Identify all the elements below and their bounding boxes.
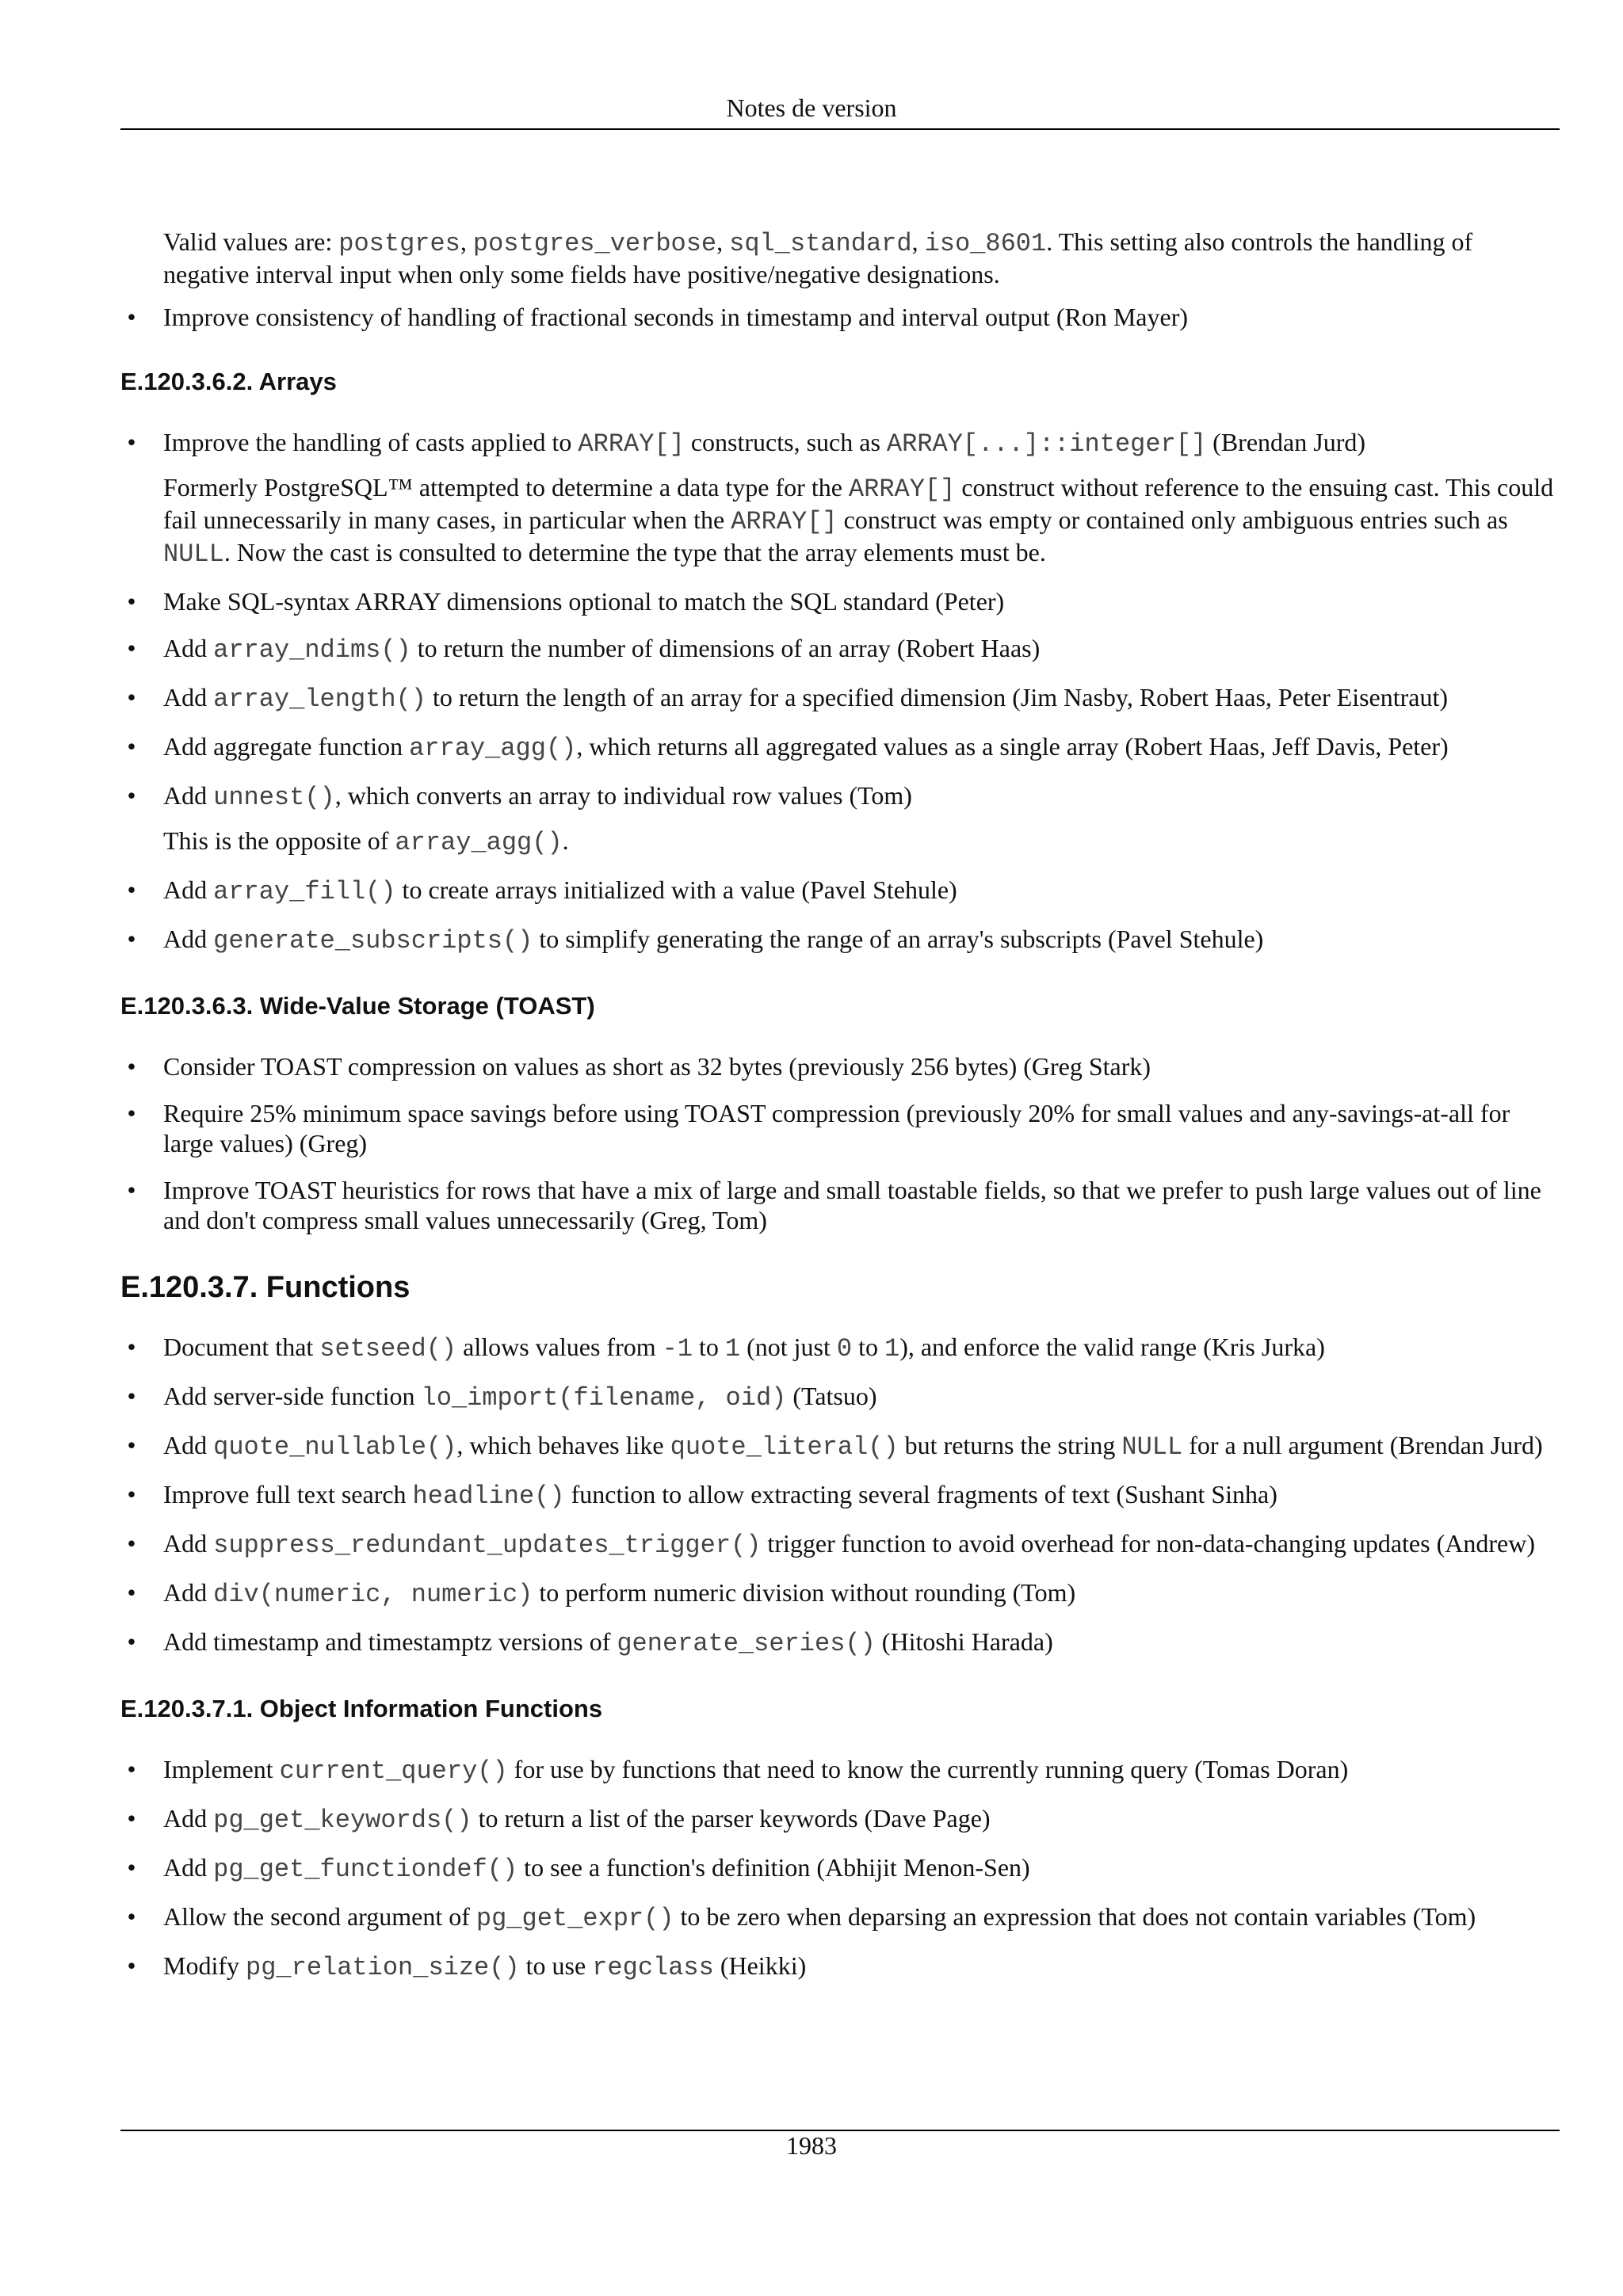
page-content — [120, 227, 1563, 2000]
list-item-text: Add server-side function lo_import(filename, oid) (Tatsuo) — [163, 1382, 877, 1413]
list-item-text: Document that setseed() allows values from -1 to 1 (not just 0 to 1), and enforce the valid range (Kris Jurka) — [163, 1333, 1325, 1363]
list-item — [127, 633, 1563, 666]
list-item-text: Implement current_query() for use by functions that need to know the currently running query (Tomas Doran) — [163, 1755, 1349, 1786]
inline-code: NULL — [163, 540, 224, 569]
list-item — [127, 875, 1563, 907]
list-item-text: Require 25% minimum space savings before using TOAST compression (previously 20% for small values and any-savings-at-all for large values) (Greg) — [163, 1099, 1510, 1158]
section-heading: E.120.3.7.1. Object Information Functions — [120, 1695, 603, 1722]
list-item — [127, 302, 1563, 332]
list-item — [127, 682, 1563, 715]
inline-code: ARRAY[] — [731, 507, 838, 536]
list-item-text: Add array_ndims() to return the number of dimensions of an array (Robert Haas) — [163, 634, 1041, 665]
bullet-icon: • — [127, 1099, 136, 1127]
list-item-text: Improve full text search headline() function to allow extracting several fragments of text (Sushant Sinha) — [163, 1480, 1277, 1511]
list-item-text: Add pg_get_keywords() to return a list of the parser keywords (Dave Page) — [163, 1804, 991, 1835]
list-item-text: Add suppress_redundant_updates_trigger() trigger function to avoid overhead for non-data-changing updates (Andrew) — [163, 1529, 1535, 1560]
section-heading: E.120.3.7. Functions — [120, 1271, 411, 1304]
list-item — [127, 1528, 1563, 1561]
list-item — [127, 1430, 1563, 1463]
inline-code: sql_standard — [729, 229, 912, 258]
list-item-text: Add array_fill() to create arrays initialized with a value (Pavel Stehule) — [163, 875, 957, 906]
section-heading: E.120.3.6.2. Arrays — [120, 368, 337, 395]
bullet-icon: • — [127, 781, 136, 810]
list-item — [127, 1381, 1563, 1413]
list-item-text: Add array_length() to return the length of an array for a specified dimension (Jim Nasby, Robert Haas, Peter Eisentraut) — [163, 683, 1449, 714]
list-item — [127, 1175, 1563, 1235]
list-item — [127, 731, 1563, 764]
inline-code: 0 — [836, 1334, 853, 1363]
list-item-text: Allow the second argument of pg_get_expr() to be zero when deparsing an expression that does not contain variables (Tom) — [163, 1902, 1476, 1933]
bullet-icon: • — [127, 1951, 136, 1980]
inline-code: quote_nullable() — [213, 1432, 457, 1462]
inline-code: headline() — [412, 1482, 565, 1511]
list-item — [127, 1577, 1563, 1610]
inline-code: pg_get_expr() — [475, 1904, 674, 1933]
inline-code: postgres — [338, 229, 460, 258]
running-header: Notes de version — [726, 93, 897, 122]
list-item — [127, 780, 1563, 858]
bullet-icon: • — [127, 1052, 136, 1081]
bullet-icon: • — [127, 1333, 136, 1361]
list-item-text: Consider TOAST compression on values as short as 32 bytes (previously 256 bytes) (Greg Stark) — [163, 1052, 1151, 1081]
bullet-icon: • — [127, 1804, 136, 1833]
list-item-text: Add unnest(), which converts an array to individual row values (Tom) — [163, 781, 912, 812]
inline-code: div(numeric, numeric) — [213, 1580, 533, 1609]
bullet-icon: • — [127, 683, 136, 711]
inline-code: array_agg() — [395, 828, 563, 857]
bullet-icon: • — [127, 1755, 136, 1783]
list-item — [127, 1803, 1563, 1836]
list-item-text: Add timestamp and timestamptz versions of generate_series() (Hitoshi Harada) — [163, 1627, 1053, 1658]
bullet-icon: • — [127, 428, 136, 456]
bullet-icon: • — [127, 1176, 136, 1204]
list-item-text: Add pg_get_functiondef() to see a function's definition (Abhijit Menon-Sen) — [163, 1853, 1030, 1884]
bullet-icon: • — [127, 1853, 136, 1882]
list-item — [127, 1098, 1563, 1158]
bullet-icon: • — [127, 1382, 136, 1410]
inline-code: array_ndims() — [213, 635, 411, 665]
inline-code: 1 — [724, 1334, 741, 1363]
list-item — [127, 1332, 1563, 1364]
list-item — [127, 427, 1563, 570]
list-item — [127, 1479, 1563, 1512]
list-item-text: Improve consistency of handling of fractional seconds in timestamp and interval output (Ron Mayer) — [163, 303, 1188, 331]
list-item-text: Improve TOAST heuristics for rows that have a mix of large and small toastable fields, so that we prefer to push large values out of line and don't compress small values unnecessarily (Greg, Tom) — [163, 1176, 1541, 1234]
inline-code: lo_import(filename, oid) — [421, 1383, 787, 1413]
bullet-icon: • — [127, 587, 136, 616]
inline-code: array_length() — [213, 685, 426, 714]
list-item-text: Improve the handling of casts applied to ARRAY[] constructs, such as ARRAY[...]::integer[] (Brendan Jurd) — [163, 428, 1365, 459]
inline-code: array_agg() — [409, 734, 577, 763]
bullet-icon: • — [127, 1578, 136, 1607]
list-item-note: This is the opposite of array_agg(). — [163, 826, 569, 857]
bullet-icon: • — [127, 1431, 136, 1459]
bullet-icon: • — [127, 634, 136, 662]
bullet-icon: • — [127, 1902, 136, 1931]
list-item-text: Add quote_nullable(), which behaves like quote_literal() but returns the string NULL for a null argument (Brendan Jurd) — [163, 1431, 1543, 1462]
list-item — [127, 1627, 1563, 1659]
header-rule — [120, 128, 1560, 130]
inline-code: setseed() — [319, 1334, 457, 1363]
list-item-text: Add generate_subscripts() to simplify generating the range of an array's subscripts (Pavel Stehule) — [163, 925, 1264, 955]
section-heading: E.120.3.6.3. Wide-Value Storage (TOAST) — [120, 992, 595, 1020]
bullet-icon: • — [127, 925, 136, 953]
inline-code: NULL — [1121, 1432, 1183, 1462]
inline-code: suppress_redundant_updates_trigger() — [213, 1531, 762, 1560]
list-item — [127, 1051, 1563, 1081]
inline-code: ARRAY[] — [848, 475, 956, 504]
inline-code: regclass — [592, 1953, 714, 1982]
list-item-text: Add div(numeric, numeric) to perform numeric division without rounding (Tom) — [163, 1578, 1076, 1609]
continuation-paragraph: Valid values are: postgres, postgres_verbose, sql_standard, iso_8601. This setting also controls the handling of negative interval input when only some fields have positive/negative designations. — [163, 227, 1473, 288]
list-item — [127, 1901, 1563, 1934]
inline-code: unnest() — [213, 783, 335, 812]
bullet-icon: • — [127, 875, 136, 904]
list-item — [127, 924, 1563, 956]
list-item-text: Make SQL-syntax ARRAY dimensions optional to match the SQL standard (Peter) — [163, 587, 1005, 616]
inline-code: array_fill() — [213, 877, 396, 906]
bullet-icon: • — [127, 732, 136, 761]
inline-code: 1 — [884, 1334, 900, 1363]
bullet-icon: • — [127, 1627, 136, 1656]
inline-code: generate_subscripts() — [213, 926, 533, 955]
bullet-icon: • — [127, 1480, 136, 1508]
inline-code: -1 — [662, 1334, 693, 1363]
inline-code: quote_literal() — [670, 1432, 899, 1462]
inline-code: pg_get_keywords() — [213, 1806, 472, 1835]
list-item-text: Modify pg_relation_size() to use regclass (Heikki) — [163, 1951, 807, 1982]
inline-code: ARRAY[...]::integer[] — [886, 429, 1207, 459]
inline-code: postgres_verbose — [472, 229, 717, 258]
page-number: 1983 — [786, 2131, 837, 2160]
list-item — [127, 586, 1563, 616]
inline-code: generate_series() — [617, 1629, 876, 1658]
inline-code: ARRAY[] — [578, 429, 685, 459]
inline-code: current_query() — [279, 1756, 508, 1786]
inline-code: pg_get_functiondef() — [213, 1855, 518, 1884]
bullet-icon: • — [127, 303, 136, 331]
list-item — [127, 1951, 1563, 1983]
inline-code: pg_relation_size() — [246, 1953, 520, 1982]
inline-code: iso_8601 — [924, 229, 1047, 258]
list-item — [127, 1852, 1563, 1885]
list-item-note: Formerly PostgreSQL™ attempted to determine a data type for the ARRAY[] construct without reference to the ensuing cast. This could fail unnecessarily in many cases, in particular when the ARRAY[] construct was empty or contained only ambiguous entries such as NULL. Now the cast is consulted to determine the type that the array elements must be. — [163, 473, 1554, 569]
list-item — [127, 1754, 1563, 1787]
list-item-text: Add aggregate function array_agg(), which returns all aggregated values as a single array (Robert Haas, Jeff Davis, Peter) — [163, 732, 1449, 763]
bullet-icon: • — [127, 1529, 136, 1558]
